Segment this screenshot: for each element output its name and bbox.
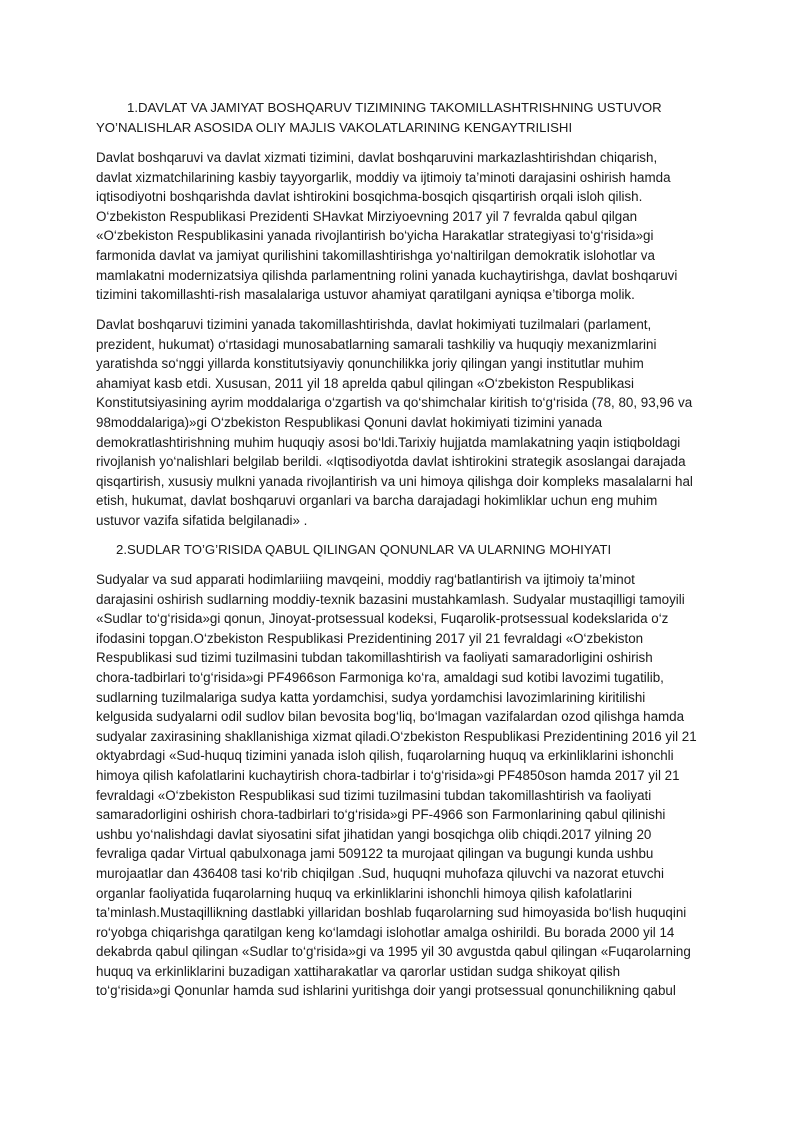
section-1-paragraph-1: Davlat boshqaruvi va davlat xizmati tizimini, davlat boshqaruvini markazlashtirishdan chiqarish, davlat xizmatchilarining kasbiy tayyorgarlik, moddiy va ijtimoiy ta’minoti darajasini oshirish hamda iqtisodiyotni boshqarishda davlat ishtirokini bosqichma-bosqich qisqartirish orqali isloh qilish. O‘zbekiston Respublikasi Prezidenti SHavkat Mirziyoevning 2017 yil 7 fevralda qabul qilgan «O‘zbekiston Respublikasini yanada rivojlantirish bo‘yicha Harakatlar strategiyasi to‘g‘risida»gi farmonida davlat va jamiyat qurilishini takomillashtirishga yo‘naltirilgan demokratik islohotlar va mamlakatni modernizatsiya qilishda parlamentning rolini yanada kuchaytirishga, davlat boshqaruvi tizimini takomillashti-rish masalalariga ustuvor ahamiyat qaratilgani ayniqsa e’tiborga molik. (96, 150, 678, 303)
section-1-heading: 1.DAVLAT VA JAMIYAT BOSHQARUV TIZIMINING TAKOMILLASHTRISHNING USTUVOR YO’NALISHLAR ASOSIDA OLIY MAJLIS VAKOLATLARINING KENGAYTRILISHI (96, 100, 662, 135)
section-1-paragraph-2: Davlat boshqaruvi tizimini yanada takomillashtirishda, davlat hokimiyati tuzilmalari (parlament, prezident, hukumat) o‘rtasidagi munosabatlarning samarali tashkiliy va huquqiy mexanizmlarini yaratishda so‘nggi yillarda konstitutsiyaviy qonunchilikka joriy qilingan yangi institutlar muhim ahamiyat kasb etdi. Xususan, 2011 yil 18 aprelda qabul qilingan «O‘zbekiston Respublikasi Konstitutsiyasining ayrim moddalariga o‘zgartish va qo‘shimchalar kiritish to‘g‘risida (78, 80, 93,96 va 98moddalariga)»gi O‘zbekiston Respublikasi Qonuni davlat hokimiyati tizimini yanada demokratlashtirishning muhim huquqiy asosi bo‘ldi.Tarixiy hujjatda mamlakatning yaqin istiqboldagi rivojlanish yo‘nalishlari belgilab berildi. «Iqtisodiyotda davlat ishtirokini strategik asoslangai darajada qisqartirish, xususiy mulkni yanada rivojlantirish va uni himoya qilishga doir kompleks masalalarni hal etish, hukumat, davlat boshqaruvi organlari va barcha darajadagi hokimliklar uchun eng muhim ustuvor vazifa sifatida belgilanadi» . (96, 317, 693, 528)
section-2-paragraph: Sudyalar va sud apparati hodimlariiing mavqeini, moddiy rag‘batlantirish va ijtimoiy ta’minot darajasini oshirish sudlarning moddiy-texnik bazasini mustahkamlash. Sudyalar mustaqilligi tamoyili «Sudlar to‘g‘risida»gi qonun, Jinoyat-protsessual kodeksi, Fuqarolik-protsessual kodekslarida o‘z ifodasini topgan.O‘zbekiston Respublikasi Prezidentining 2017 yil 21 fevraldagi «O‘zbekiston Respublikasi sud tizimi tuzilmasini tubdan takomillashtirish va faoliyati samaradorligini oshirish chora-tadbirlari to‘g‘risida»gi PF4966son Farmoniga ko‘ra, amaldagi sud kotibi lavozimi tugatilib, sudlarning tuzilmalariga sudya katta yordamchisi, sudya yordamchisi lavozimlarining kiritilishi kelgusida sudyalarni odil sudlov bilan bevosita bog‘liq, bo‘lmagan vazifalardan ozod qilishga hamda sudyalar zaxirasining shakllanishiga xizmat qiladi.O‘zbekiston Respublikasi Prezidentining 2016 yil 21 oktyabrdagi «Sud-huquq tizimini yanada isloh qilish, fuqarolarning huquq va erkinliklarini ishonchli himoya qilish kafolatlarini kuchaytirish chora-tadbirlar i to‘g‘risida»gi PF4850son hamda 2017 yil 21 fevraldagi «O‘zbekiston Respublikasi sud tizimi tuzilmasini tubdan takomillashtirish va faoliyati samaradorligini oshirish chora-tadbirlari to‘g‘risida»gi PF-4966 son Farmonlarining qabul qilinishi ushbu yo‘nalishdagi davlat siyosatini sifat jihatidan yangi bosqichga olib chiqdi.2017 yilning 20 fevraliga qadar Virtual qabulxonaga jami 509122 ta murojaat qilingan va bugungi kunda ushbu murojaatlar dan 436408 tasi ko‘rib chiqilgan .Sud, huquqni muhofaza qiluvchi va nazorat etuvchi organlar faoliyatida fuqarolarning huquq va erkinliklarini ishonchli himoya qilish kafolatlarini ta’minlash.Mustaqillikning dastlabki yillaridan boshlab fuqarolarning sud himoyasida bo‘lish huquqini ro‘yobga chiqarishga qaratilgan keng ko‘lamdagi islohotlar amalga oshirildi. Bu borada 2000 yil 14 dekabrda qabul qilingan «Sudlar to‘g‘risida»gi va 1995 yil 30 avgustda qabul qilingan «Fuqarolarning huquq va erkinliklarini buzadigan xattiharakatlar va qarorlar ustidan sudga shikoyat qilish to‘g‘risida»gi Qonunlar hamda sud ishlarini yuritishga doir yangi protsessual qonunchilikning qabul (96, 572, 697, 999)
section-2-heading: 2.SUDLAR TO’G’RISIDA QABUL QILINGAN QONUNLAR VA ULARNING MOHIYATI (116, 542, 612, 557)
